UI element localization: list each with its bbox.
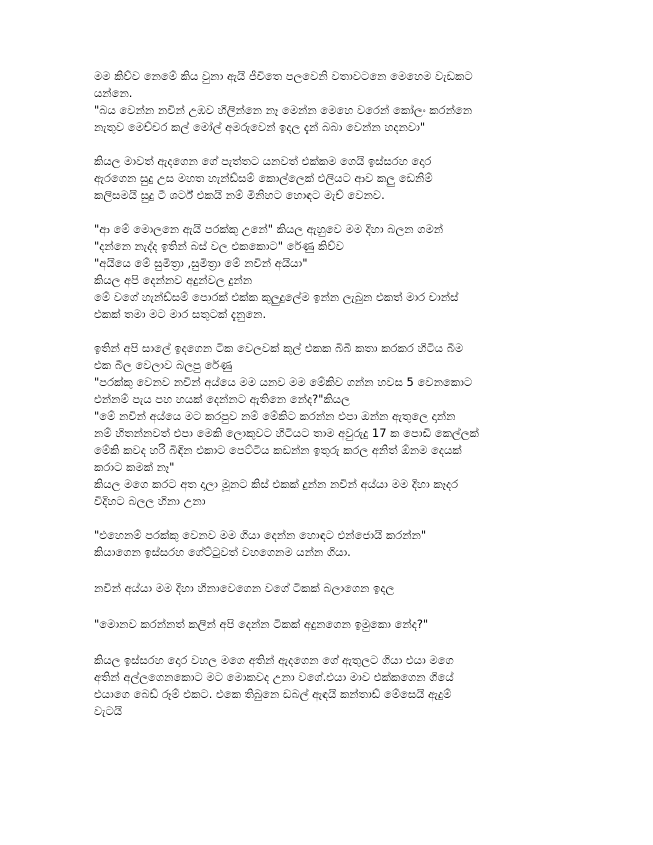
text-line: නවින් අය්යා මම දිහා හිනාවෙගෙන වගේ ටිකක් බලාගෙන ඉදල	[94, 581, 395, 595]
text-line: "දන්නෙ නැද්ද ඉතින් බස් වල එකකොට" රේණු කිව්ව	[94, 239, 344, 253]
text-line: කියල ඉස්සරහ දොර වහල මගෙ අතින් ඇදගෙන ගේ ඇතුලට ගියා එයා මගෙ	[94, 653, 454, 667]
text-line: එන්නම් පැය පහ හයක් දෙන්නට ඇතිනෙ නේද?"කියල	[94, 392, 350, 406]
paragraph-8	[94, 652, 556, 720]
text-line: කියල මාවත් ඇදගෙන ගේ පැත්තට යනවත් එක්කම ගෙයි ඉස්සරහ දොර	[94, 154, 432, 168]
text-line: එයාගෙ බෙඩ් රූම් එකට. එකෙ තිබුනෙ ඩබල් ඇඳයි කන්තාඩ් මේසෙයි ඇදුම්	[94, 687, 452, 701]
text-line: ඇරගෙන සුදු උස මහත හැන්ඩ්සම් කොල්ලෙක් එලියට ආව කලු ඩෙනිම්	[94, 171, 433, 185]
paragraph-spacer	[94, 136, 556, 153]
paragraph-spacer	[94, 597, 556, 616]
paragraph-4	[94, 340, 556, 510]
text-line: විදිහට බලල හිනා උනා	[94, 494, 206, 508]
paragraph-spacer	[94, 633, 556, 652]
paragraph-spacer	[94, 510, 556, 527]
paragraph-7	[94, 616, 556, 633]
document-page	[94, 68, 556, 828]
paragraph-1	[94, 68, 556, 136]
text-line: නම් හිතන්නවත් එපා මෙකි ලොකුවට හිටියට තාම අවුරුදු 17 ක පොඩි කෙල්ලක්	[94, 426, 479, 440]
text-line: කරාට කමක් නෑ"	[94, 460, 175, 474]
text-line: කියාගෙන ඉස්සරහ ගේට්ටුවත් වහගෙනම යන්න ගියා.	[94, 545, 351, 559]
text-line: අතින් අල්ලගෙනකොට මට මොකවද උනා වගේ.එයා මාව එක්කගෙන ගියේ	[94, 670, 454, 684]
text-line: නැතුව මෙච්චර කල් මෝල් අමරුවෙන් ඉදල දැන් බබා වෙන්න හදනවා"	[94, 120, 426, 134]
text-line: මේ වගේ හැන්ඩ්සම් පොරක් එක්ක කුලුදුලේම ඉන්න ලැබුන එකත් මාර චාන්ස්	[94, 290, 459, 304]
text-line: "ආ මේ මොලනෙ ඇයි පරක්කු උනේ" කියල ඇහුවෙ මම දිහා බලන ගමන්	[94, 222, 444, 236]
text-line: යන්නෙ.	[94, 86, 133, 100]
paragraph-3	[94, 221, 556, 323]
paragraph-spacer	[94, 561, 556, 580]
text-line: මේකි කවද හරි බිඳින එකාට පෙට්ටිය කඩන්න ඉතුරු කරල අනිත් ඕනම දෙයක්	[94, 443, 462, 457]
text-line: මම කිව්ව නෙමේ කිය වුනා ඇයි ජීවිතෙ පලවෙනි වතාවටනෙ මෙහෙම වැඩකට	[94, 69, 473, 83]
text-line: කියල අපි දෙන්නව අදුන්වල දුන්න	[94, 273, 253, 287]
text-line: "එහෙනම් පරක්කු වෙනව මම ගියා දෙන්න හොඳට එන්ජොයි කරන්න"	[94, 528, 427, 542]
text-line: "බය වෙන්න නවින් උඹව හිලින්නෙ නෑ මෙන්න මෙහෙ වරෙන් කෝලං කරන්නෙ	[94, 103, 473, 117]
paragraph-5	[94, 527, 556, 561]
text-line: ඉතින් අපි සාලේ ඉදගෙන ටික වෙලවක් කුල් එකක බිබී කතා කරකර හිටිය බීම	[94, 341, 464, 355]
paragraph-2	[94, 153, 556, 204]
text-line: කලිසමයි සුදු ටී ශර්ට් එකයි නම් මිනිහට හොඳට මැච් වෙනව.	[94, 188, 385, 202]
text-line: "මොනව කරන්නත් කලින් අපි දෙන්න ටිකක් අදුනගෙන ඉමුකො නේද?"	[94, 617, 429, 631]
paragraph-spacer	[94, 323, 556, 340]
text-line: "අයියෙ මේ සුමිත්‍රා ,සුමිත්‍රා මේ නවින් අයියා"	[94, 256, 308, 270]
text-line: වැටයි	[94, 704, 123, 718]
text-line: කියල මගෙ කරට අත දාලා මූනට කිස් එකක් දුන්න නවින් අය්යා මම දිහා කෑදර	[94, 477, 459, 491]
paragraph-6	[94, 580, 556, 597]
paragraph-spacer	[94, 204, 556, 221]
text-line: "පරක්කු වෙනව නවින් අය්යෙ මම යනව මම මේකිව ගන්න හවස 5 වෙනකොට	[94, 375, 473, 389]
text-line: එකක් තමා මට මාර සතුටක් දැනුනෙ.	[94, 307, 267, 321]
text-line: එක බීල වෙලාව බලපු රේණු	[94, 358, 233, 372]
text-line: "මේ නවින් අය්යෙ මට කරපුව නම් මේකිට කරන්න එපා ඔන්න ඇතුලෙ දාන්න	[94, 409, 456, 423]
